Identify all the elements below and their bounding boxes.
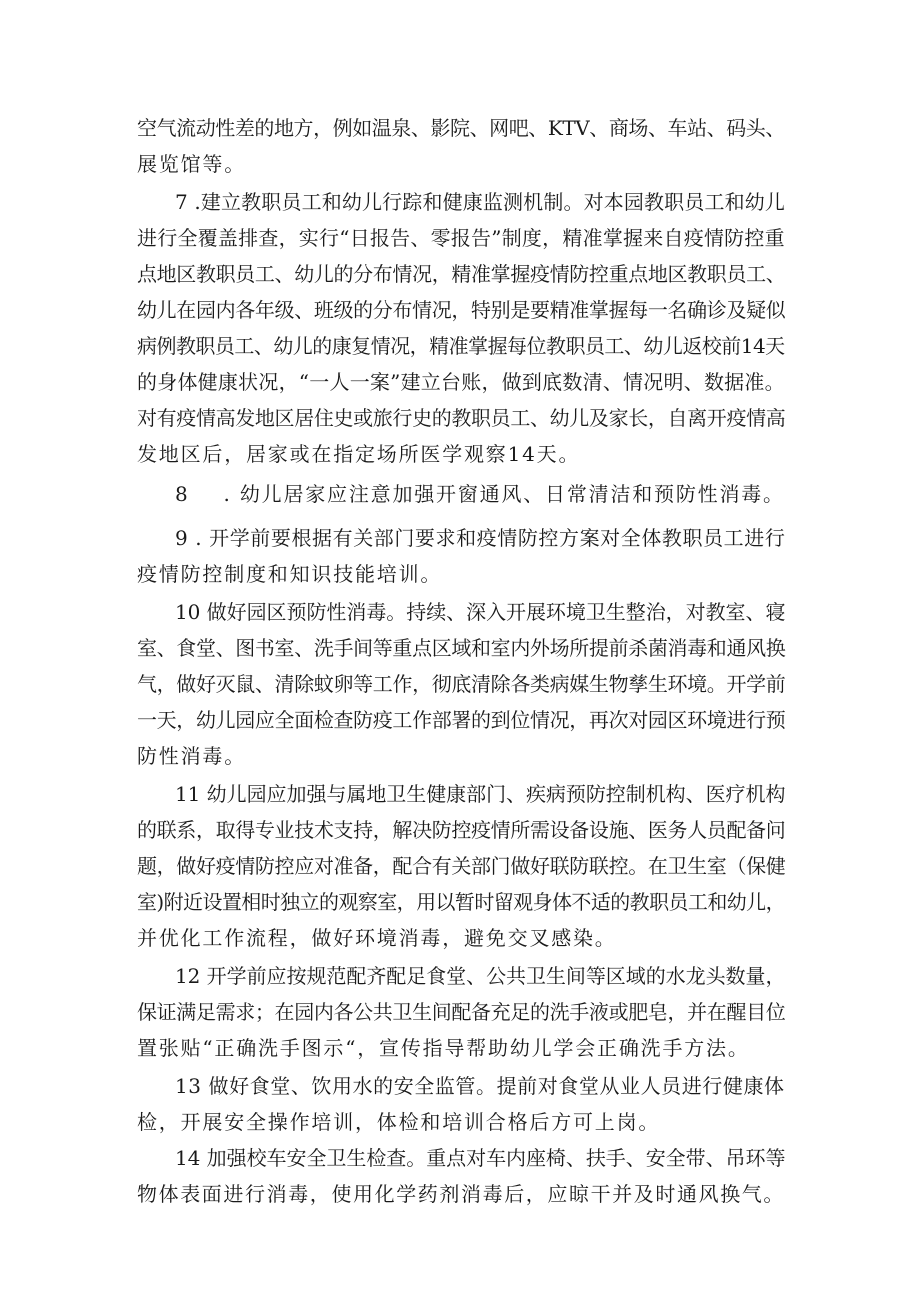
- item-text: . 幼儿居家应注意加强开窗通风、日常清洁和预防性消毒。: [223, 482, 785, 506]
- text-line: 的联系，取得专业技术支持，解决防控疫情所需设备设施、医务人员配备问: [137, 818, 786, 842]
- text-line: 11 幼儿园应加强与属地卫生健康部门、疾病预防控制机构、医疗机构: [175, 782, 786, 806]
- text-line: 物体表面进行消毒，使用化学药剂消毒后，应晾干并及时通风换气。: [137, 1182, 785, 1206]
- text-line: 疫情防控制度和知识技能培训。: [137, 562, 443, 586]
- text-line: 防性消毒。: [137, 744, 246, 768]
- text-line: 展览馆等。: [137, 152, 246, 176]
- text-line: 发地区后，居家或在指定场所医学观察14天。: [137, 442, 581, 466]
- text-line: 室、食堂、图书室、洗手间等重点区域和室内外场所提前杀菌消毒和通风换: [137, 636, 786, 660]
- text-line: 10 做好园区预防性消毒。持续、深入开展环境卫生整治，对教室、寝: [175, 600, 786, 624]
- text-line: 对有疫情高发地区居住史或旅行史的教职员工、幼儿及家长，自离开疫情高: [137, 406, 786, 430]
- text-line: 进行全覆盖排查，实行“日报告、零报告”制度，精准掌握来自疫情防控重: [137, 226, 785, 250]
- text-line: 空气流动性差的地方，例如温泉、影院、网吧、KTV、商场、车站、码头、: [137, 116, 785, 140]
- text-line: 的身体健康状况，“一人一案”建立台账，做到底数清、情况明、数据准。: [137, 370, 785, 394]
- text-line: 气，做好灭鼠、清除蚊卵等工作，彻底清除各类病媒生物孳生环境。开学前: [137, 672, 786, 696]
- text-line: [175, 476, 785, 512]
- text-line: 7 .建立教职员工和幼儿行踪和健康监测机制。对本园教职员工和幼儿: [175, 190, 786, 214]
- text-line: 保证满足需求；在园内各公共卫生间配备充足的洗手液或肥皂，并在醒目位: [137, 1000, 786, 1024]
- text-line: 13 做好食堂、饮用水的安全监管。提前对食堂从业人员进行健康体: [175, 1074, 785, 1098]
- text-line: 14 加强校车安全卫生检查。重点对车内座椅、扶手、安全带、吊环等: [175, 1146, 786, 1170]
- text-line: 检，开展安全操作培训，体检和培训合格后方可上岗。: [137, 1110, 661, 1134]
- text-line: 点地区教职员工、幼儿的分布情况，精准掌握疫情防控重点地区教职员工、: [137, 262, 786, 286]
- text-line: 置张贴“正确洗手图示“，宣传指导帮助幼儿学会正确洗手方法。: [137, 1036, 750, 1060]
- text-line: 一天，幼儿园应全面检查防疫工作部署的到位情况，再次对园区环境进行预: [137, 708, 786, 732]
- text-line: 室)附近设置相时独立的观察室，用以暂时留观身体不适的教职员工和幼儿，: [137, 890, 786, 914]
- text-line: 并优化工作流程，做好环境消毒，避免交叉感染。: [137, 926, 617, 950]
- item-number: 8: [175, 482, 190, 506]
- text-line: 病例教职员工、幼儿的康复情况，精准掌握每位教职员工、幼儿返校前14天: [137, 334, 785, 358]
- text-line: 题，做好疫情防控应对准备，配合有关部门做好联防联控。在卫生室（保健: [137, 854, 786, 878]
- text-line: 12 开学前应按规范配齐配足食堂、公共卫生间等区域的水龙头数量，: [175, 964, 786, 988]
- text-line: 9 . 开学前要根据有关部门要求和疫情防控方案对全体教职员工进行: [175, 526, 786, 550]
- text-line: 幼儿在园内各年级、班级的分布情况，特别是要精准掌握每一名确诊及疑似: [137, 298, 786, 322]
